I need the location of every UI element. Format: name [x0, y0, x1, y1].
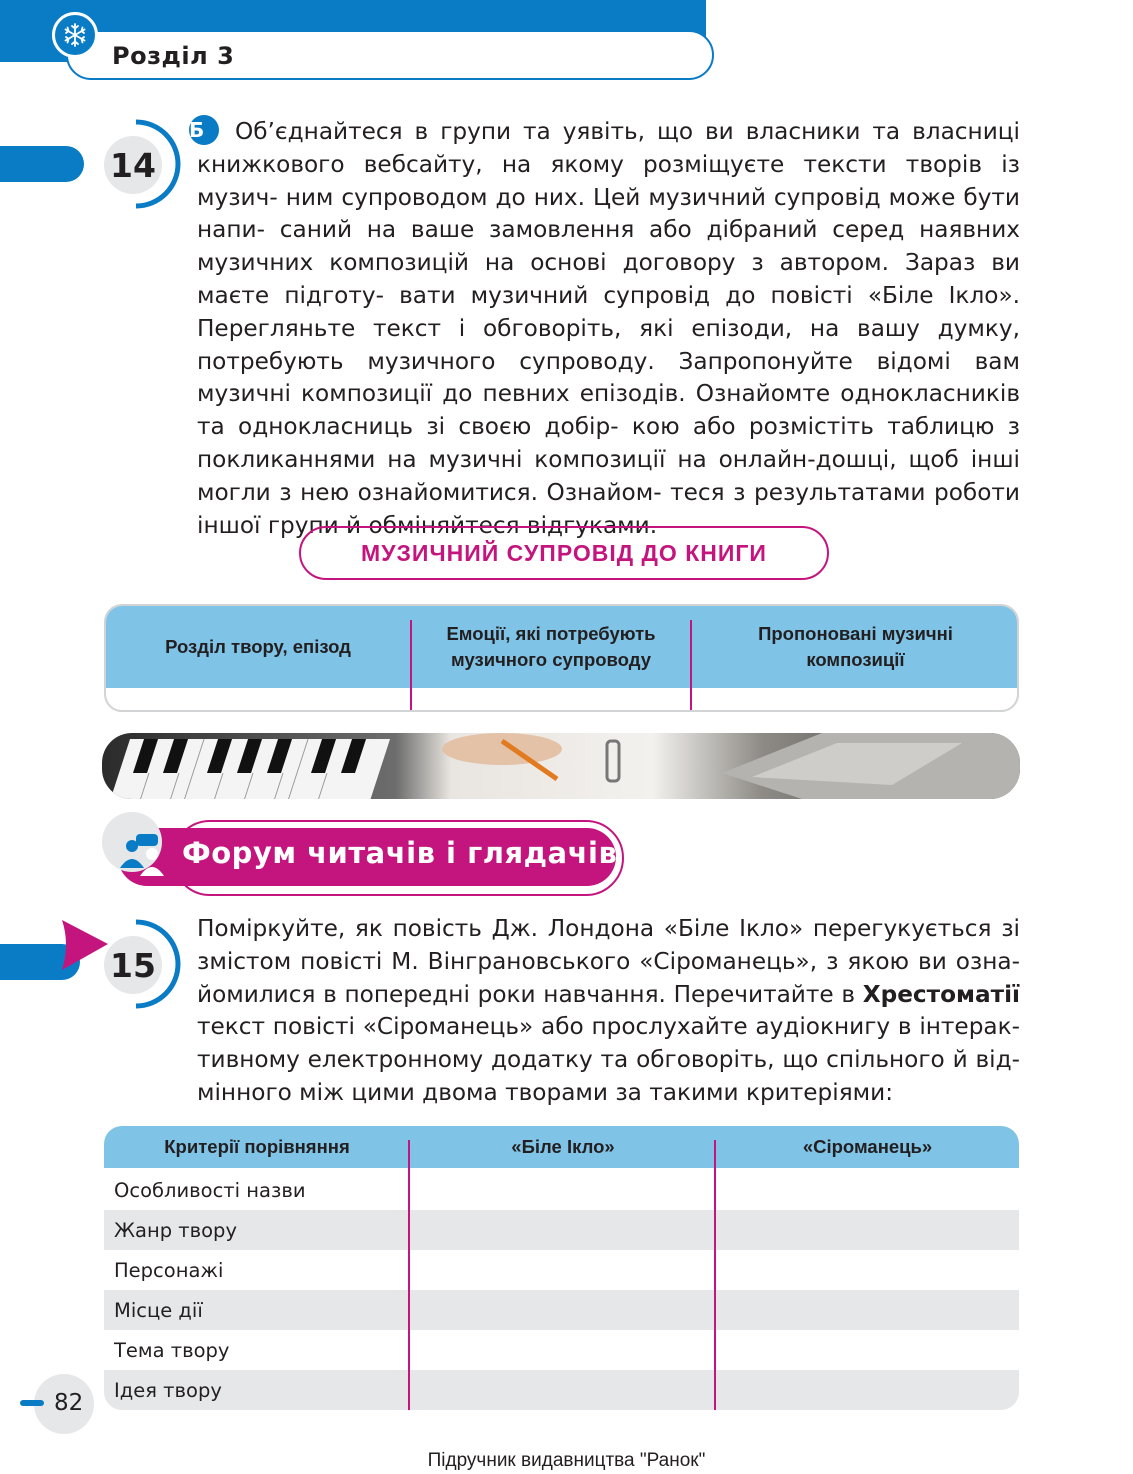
discussion-icon — [118, 832, 168, 876]
table-row: Ідея твору — [104, 1370, 1019, 1410]
music-table-header-cell: Емоції, які потребують музичного супроводу — [446, 623, 656, 670]
table-row: Жанр твору — [104, 1210, 1019, 1250]
page-number-dash — [20, 1400, 44, 1406]
publisher-footer: Підручник видавництва "Ранок" — [427, 1450, 706, 1471]
table-row: Тема твору — [114, 1339, 230, 1362]
task14-text: Б Об’єднайтеся в групи та уявіть, що ви власники та власниці книжкового вебсайту, на якому розміщуєте тексти творів із музич- ним супроводом до них. Цей музичний супровід може бути напи- саний на ваше замовлення або дібраний серед наявних музичних композицій на основі договору з автором. Зараз ви маєте підготу- вати музичний супровід до повісті «Біле Ікло». Перегляньте текст і обговоріть, які епізоди, на вашу думку, потребують музичного супроводу. Запропонуйте відомі вам музичні композиції до певних епізодів. Ознайомте однокласників та однокласниць зі своєю добір- кою або розмістіть таблицю з покликаннями на музичні композиції на онлайн-дошці, щоб інші могли з нею ознайомитися. Ознайом- теся з результатами роботи іншої групи й обміняйтеся відгуками. — [197, 115, 1020, 542]
music-table-header-cell: Розділ твору, епізод — [165, 636, 351, 657]
music-workspace-photo — [102, 733, 1020, 799]
forum-title: Форум читачів і глядачів — [182, 836, 618, 870]
column-divider — [410, 620, 412, 712]
snowflake-icon — [52, 12, 98, 58]
task15-text: Поміркуйте, як повість Дж. Лондона «Біле Ікло» перегукується зі змістом повісті М. Вінграновського «Сіроманець», з якою ви озна- йомилися в попередні роки навчання. Перечитайте в Хрестоматії текст повісті «Сіроманець» або прослухайте аудіокнигу в інтерак- тивному електронному додатку та обговоріть, що спільного й від- мінного між цими двома творами за такими критеріями: — [197, 915, 1020, 1106]
task-side-bar — [0, 146, 84, 182]
task-number-14: 14 — [100, 116, 190, 206]
table-row: Місце дії — [104, 1290, 1019, 1330]
music-table-title: МУЗИЧНИЙ СУПРОВІД ДО КНИГИ — [299, 526, 829, 580]
table-row: Персонажі — [114, 1259, 224, 1282]
comparison-table — [104, 1126, 1019, 1410]
task-number-15: 15 — [100, 916, 190, 1006]
column-divider — [690, 620, 692, 712]
level-badge: Б — [189, 115, 219, 145]
page-number: 82 — [54, 1390, 84, 1416]
column-divider — [408, 1140, 410, 1410]
comparison-header-cell: «Сіроманець» — [802, 1136, 933, 1157]
section-title: Розділ 3 — [112, 42, 235, 70]
music-table — [104, 604, 1019, 712]
table-row: Особливості назви — [114, 1179, 306, 1202]
column-divider — [714, 1140, 716, 1410]
comparison-header-cell: Критерії порівняння — [164, 1136, 350, 1157]
comparison-header-cell: «Біле Ікло» — [511, 1136, 615, 1157]
music-table-header-cell: Пропоновані музичні композиції — [758, 623, 953, 670]
